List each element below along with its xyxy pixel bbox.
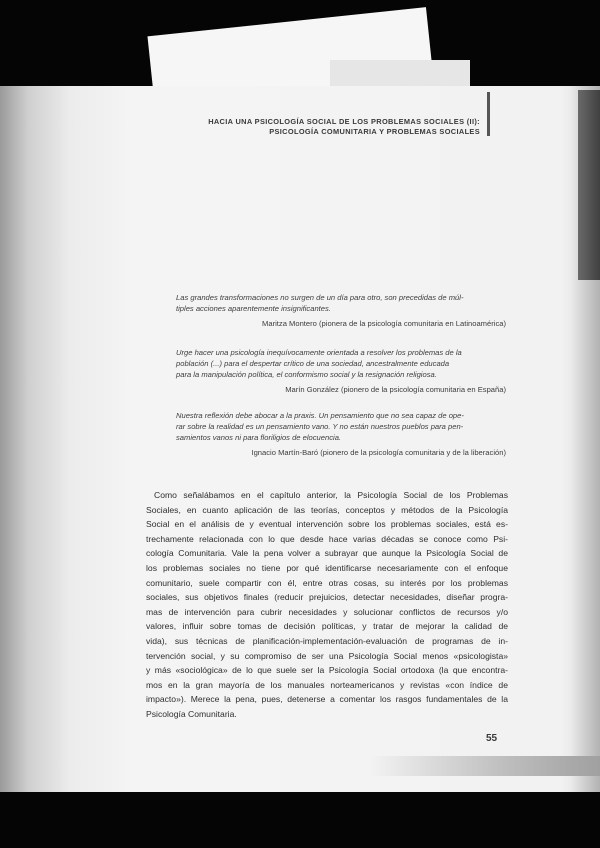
running-header-line-1: HACIA UNA PSICOLOGÍA SOCIAL DE LOS PROBLEMAS SOCIALES (II):: [208, 117, 480, 126]
page-edge-strip: [578, 90, 600, 280]
epigraph-line: rar sobre la realidad es un pensamiento vano. Y no están nuestros pueblos para pen-: [176, 422, 464, 431]
running-header-line-2: PSICOLOGÍA COMUNITARIA Y PROBLEMAS SOCIALES: [269, 127, 480, 136]
epigraph-line: para la manipulación política, el conformismo social y la resignación religiosa.: [176, 370, 437, 379]
scan-shadow-band: [370, 756, 600, 776]
body-line: cología Comunitaria. Vale la pena volver a subrayar que aunque la Psicología Social de: [146, 548, 508, 559]
epigraph-line: samientos vanos ni para floriligios de elocuencia.: [176, 433, 342, 442]
body-line: los problemas sociales no tiene por qué identificarse necesariamente con el enfoque: [146, 562, 508, 573]
epigraph-quote-1: [176, 292, 506, 329]
epigraph-line: Nuestra reflexión debe abocar a la praxis. Un pensamiento que no sea capaz de ope-: [176, 411, 464, 420]
epigraph-text: [176, 292, 506, 314]
running-header: [190, 117, 480, 137]
epigraph-text: [176, 410, 506, 443]
body-line: Sociales, en cuanto aplicación de las teorías, conceptos y métodos de la Psicología: [146, 504, 508, 515]
epigraph-text: [176, 347, 506, 380]
page-number: 55: [486, 733, 498, 744]
body-line: y más «sociológica» de lo que suele ser la Psicología Social ortodoxa (la que encontra-: [146, 665, 508, 676]
body-paragraph: [146, 488, 508, 722]
body-line: trechamente relacionada con lo que desde hace varias décadas se conoce como Psi-: [146, 533, 508, 544]
epigraph-quote-3: [176, 410, 506, 458]
body-line: valores, influir sobre tomas de decisión políticas, y tratar de mejorar la calidad de: [146, 621, 508, 632]
epigraph-author: Ignacio Martín-Baró (pionero de la psicología comunitaria y de la liberación): [251, 448, 506, 457]
body-line: Como señalábamos en el capítulo anterior, la Psicología Social de los Problemas: [154, 490, 508, 500]
epigraph-line: Urge hacer una psicología inequívocamente orientada a resolver los problemas de la: [176, 348, 462, 357]
body-line: mas de intervención para cubrir necesidades y solucionar conflictos de recursos y/o: [146, 606, 508, 617]
epigraph-author: Marín González (pionero de la psicología comunitaria en España): [285, 385, 506, 394]
epigraph-line: población (...) para el despertar crítico de una sociedad, ancestralmente educada: [176, 359, 450, 368]
epigraph-quote-2: [176, 347, 506, 395]
body-line: impacto»). Merece la pena, pues, detenerse a comentar los rasgos fundamentales de la: [146, 694, 508, 705]
body-line: sociales, sus objetivos finales (reducir prejuicios, detectar necesidades, diseñar progra-: [146, 592, 508, 603]
body-line: vida), sus técnicas de planificación-implementación-evaluación de programas de in-: [146, 635, 508, 646]
epigraph-line: tiples acciones aparentemente insignificantes.: [176, 304, 331, 313]
body-line: tervención social, y su compromiso de ser una Psicología Social menos «psicologista»: [146, 650, 508, 661]
body-line: mos en la gran mayoría de los manuales norteamericanos y revistas «con índice de: [146, 679, 508, 690]
body-line: Social en el análisis de y eventual intervención sobre los problemas sociales, está es-: [146, 519, 508, 530]
body-line: comunitario, suele compartir con él, entre otras cosas, su interés por los problemas: [146, 577, 508, 588]
epigraph-line: Las grandes transformaciones no surgen de un día para otro, son precedidas de múl-: [176, 293, 464, 302]
body-line: Psicología Comunitaria.: [146, 708, 237, 719]
header-rule: [487, 92, 490, 136]
epigraph-author: Maritza Montero (pionera de la psicología comunitaria en Latinoamérica): [262, 319, 506, 328]
